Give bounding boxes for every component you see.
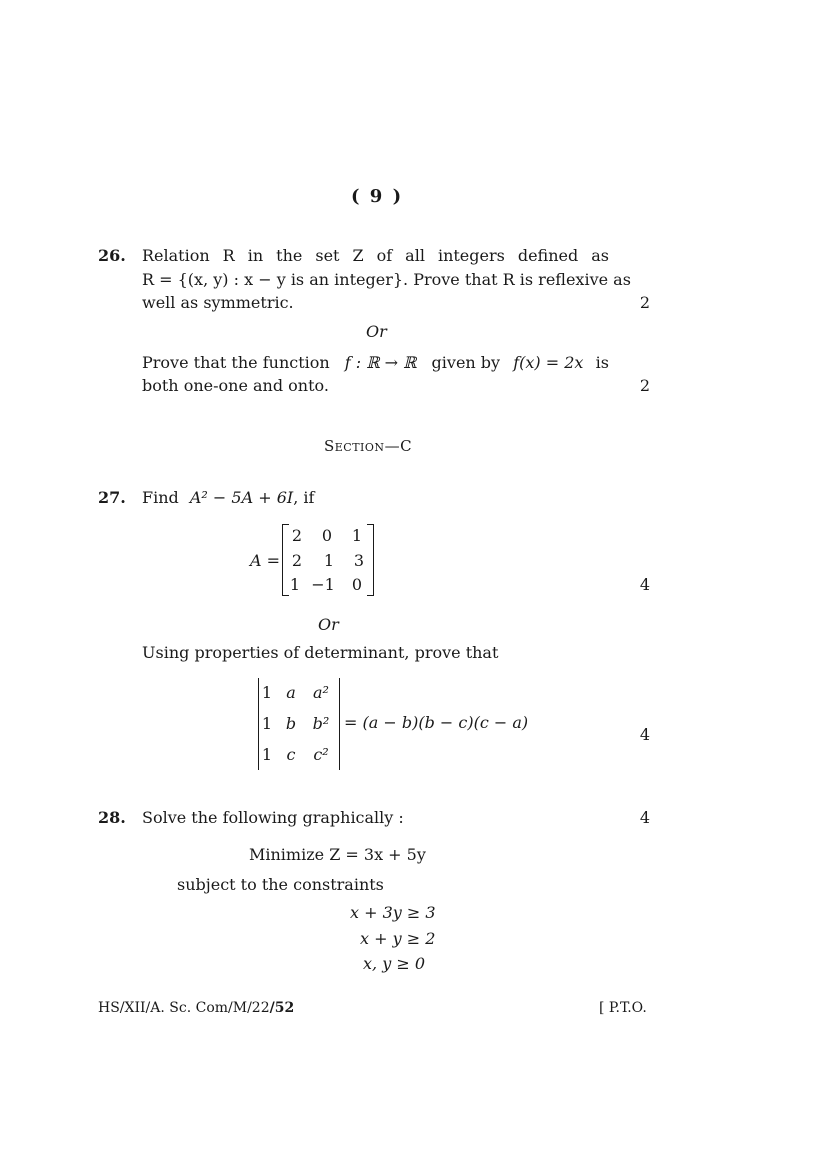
determinant-cell: 1 (261, 714, 273, 733)
question-26-line-3: well as symmetric. (142, 293, 294, 312)
find-word: Find (142, 488, 179, 507)
constraint-2: x + y ≥ 2 (360, 929, 436, 948)
if-word: , if (293, 488, 315, 507)
question-27-marks: 4 (639, 575, 650, 594)
matrix-cell: 1 (351, 526, 363, 545)
footer-code (98, 1000, 294, 1016)
question-28-marks: 4 (639, 808, 650, 827)
question-27-prompt (142, 488, 314, 507)
matrix-a (282, 524, 374, 596)
alt-text-c: is (595, 353, 609, 372)
determinant-result: = (a − b)(b − c)(c − a) (344, 713, 529, 732)
question-27-number: 27. (98, 488, 126, 507)
alt-text-a: Prove that the function (142, 353, 330, 372)
matrix-cell: 3 (353, 551, 365, 570)
matrix-cell: 2 (291, 526, 303, 545)
alt-text-b: given by (431, 353, 501, 372)
constraint-1: x + 3y ≥ 3 (350, 903, 436, 922)
determinant-right-bar (339, 678, 340, 770)
determinant-cell: c² (313, 745, 329, 764)
matrix-cell: 2 (291, 551, 303, 570)
page-number: ( 9 ) (351, 186, 404, 207)
question-26-alt-line-2: both one-one and onto. (142, 376, 329, 395)
matrix-label: A = (250, 551, 281, 570)
question-26-alt-marks: 2 (639, 376, 650, 395)
question-27-or: Or (318, 615, 339, 634)
determinant-cell: 1 (261, 683, 273, 702)
question-26-alt-line-1 (142, 353, 609, 372)
section-heading (324, 437, 412, 455)
objective-function: Minimize Z = 3x + 5y (249, 845, 426, 864)
determinant-cell: b (285, 714, 297, 733)
question-26-line-2: R = {(x, y) : x − y is an integer}. Prove that R is reflexive as (142, 270, 631, 289)
function-notation: f : ℝ → ℝ (344, 353, 417, 372)
footer-code-suffix: /52 (269, 1000, 295, 1016)
matrix-cell: −1 (311, 575, 335, 594)
question-26-line-1: Relation R in the set Z of all integers defined as (142, 246, 609, 265)
matrix-expression: A² − 5A + 6I (189, 488, 294, 507)
determinant (258, 678, 340, 770)
determinant-cell: c (286, 745, 296, 764)
section-letter: —C (384, 437, 413, 455)
determinant-cell: a (286, 683, 296, 702)
matrix-cell: 1 (323, 551, 335, 570)
question-26-or: Or (366, 322, 387, 341)
determinant-cell: a² (313, 683, 329, 702)
matrix-cell: 1 (289, 575, 301, 594)
determinant-cell: b² (312, 714, 330, 733)
function-definition: f(x) = 2x (513, 353, 584, 372)
footer-code-prefix: HS/XII/A. Sc. Com/M/22 (98, 1000, 270, 1016)
question-28-number: 28. (98, 808, 126, 827)
footer-pto: [ P.T.O. (599, 1000, 647, 1016)
question-27-alt-text: Using properties of determinant, prove that (142, 643, 499, 662)
matrix-cell: 0 (321, 526, 333, 545)
constraint-3: x, y ≥ 0 (363, 954, 425, 973)
determinant-cell: 1 (261, 745, 273, 764)
question-28-text: Solve the following graphically : (142, 808, 404, 827)
matrix-cell: 0 (351, 575, 363, 594)
section-label: Section (324, 437, 385, 455)
constraints-intro: subject to the constraints (177, 875, 384, 894)
question-27-alt-marks: 4 (639, 725, 650, 744)
question-26-number: 26. (98, 246, 126, 265)
question-26-marks: 2 (639, 293, 650, 312)
